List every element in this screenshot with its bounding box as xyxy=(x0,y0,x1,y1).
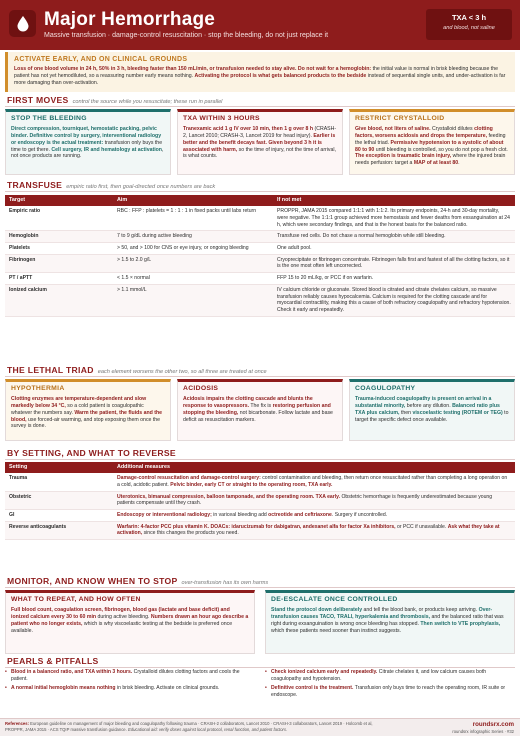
column-header: Setting xyxy=(5,462,113,473)
card-text: feeding the lethal triad. xyxy=(355,132,506,146)
table-cell: Transfuse red cells. Do not chase a normal hemoglobin while still bleeding. xyxy=(273,231,515,243)
card-bold: Clotting enzymes are temperature-dependent and slow markedly below 34 °C, xyxy=(11,395,147,409)
cell-bold: octreotide and ceftriaxone xyxy=(268,512,332,518)
column-header: Target xyxy=(5,195,113,206)
card-text: so a cold patient is coagulopathic whatever the numbers say. xyxy=(11,402,144,416)
cell-bold: Uterotonics, bimanual compression, balloon tamponade, and the operating room. TXA early. xyxy=(117,493,341,500)
card-text: . xyxy=(458,160,460,167)
card-text: to target the specific defect once available. xyxy=(355,409,509,423)
table-cell xyxy=(113,491,515,509)
list-item xyxy=(5,669,255,682)
transfuse-table xyxy=(5,195,515,317)
references-text: European guideline on management of major bleeding and coagulopathy following trauma · CRASH-2 collaborators, Lancet 2010 · CRASH-3 collaborators, Lancet 2019 · Holcomb et al, PROPPR, JAMA 2015 · ACS TQIP massive transfusion guidance. xyxy=(5,721,373,732)
activate-text-1: the initial value is normal in brisk bleeding because the patient has not yet hemodiluted, so a reassuring number early means nothing. xyxy=(14,66,499,80)
table-cell: Hemoglobin xyxy=(5,231,113,243)
table-row xyxy=(5,510,515,522)
pearls-left xyxy=(5,669,255,695)
cell-text: Obstetric hemorrhage is frequently underestimated because young patients compensate until they crash. xyxy=(117,493,493,507)
pearls-heading xyxy=(7,656,99,667)
card-bold: clotting factors, worsens acidosis and drops the temperature, xyxy=(355,125,493,139)
table-cell xyxy=(113,521,515,539)
monitor-title: MONITOR, AND KNOW WHEN TO STOP xyxy=(7,576,178,586)
divider xyxy=(5,667,515,668)
card-title: STOP THE BLEEDING xyxy=(11,115,87,122)
table-cell: PROPPR, JAMA 2015 compared 1:1:1 with 1:1:2. Its primary endpoints, 24-h and 30-day mortality, were negative. The 1:1:1 group achieved more hemostasis and fewer deaths from exsanguination at 24 h, which were secondary findings, and that is the honest basis for the balanced ratio. xyxy=(273,206,515,231)
setting-title: BY SETTING, AND WHAT TO REVERSE xyxy=(7,448,176,458)
stop-bleeding-card xyxy=(5,109,171,175)
crystalloid-card xyxy=(349,109,515,175)
table-cell: RBC : FFP : platelets = 1 : 1 : 1 in fixed packs until labs return xyxy=(113,206,273,231)
card-title: DE-ESCALATE ONCE CONTROLLED xyxy=(271,596,398,603)
card-bold: Direct compression, tourniquet, hemostatic packing, pelvic binder. Definitive control by surgery, interventional radiology or endoscopy is the actual treatment: xyxy=(11,125,162,146)
card-text: where the injured brain needs perfusion: target a xyxy=(355,153,506,167)
table-cell: One adult pool. xyxy=(273,243,515,255)
activate-bold-2: Activating the protocol is what gets balanced products to the bedside xyxy=(194,73,367,80)
pearl-bold: Definitive control is the treatment. xyxy=(271,685,354,692)
cell-bold: Warfarin: 4-factor PCC plus vitamin K. DOACs: idarucizumab for dabigatran, andexanet alfa for factor Xa inhibitors, xyxy=(117,523,396,530)
card-title: TXA WITHIN 3 HOURS xyxy=(183,115,260,122)
table-cell: Reverse anticoagulants xyxy=(5,521,113,539)
cell-text: since this changes the products you need. xyxy=(142,530,239,537)
card-text: Crystalloid dilutes xyxy=(430,125,475,132)
divider xyxy=(5,587,515,588)
table-cell: IV calcium chloride or gluconate. Stored blood is citrated and citrate chelates calcium, so massive transfusion reliably causes hypocalcemia. Calcium is required for the clotting cascade and for myocardial contractility, making this a cause of both refractory coagulopathy and refractory hypotension. Check it early and repeatedly. xyxy=(273,284,515,316)
table-cell: > 1.1 mmol/L xyxy=(113,284,273,316)
table-cell: Trauma xyxy=(5,473,113,491)
table-cell: PT / aPTT xyxy=(5,273,113,285)
card-bold: Cell surgery, IR and hematology at activation xyxy=(51,146,162,153)
pearls-list xyxy=(5,669,515,715)
card-body xyxy=(355,396,509,423)
card-bold: Trauma-induced coagulopathy is present on arrival in a substantial minority, xyxy=(355,395,492,409)
card-body xyxy=(183,396,337,423)
card-text: which these patients need sooner than instinct suggests. xyxy=(271,627,402,634)
activate-text-2: instead of sequential single units, and under-activation is far more damaging than over-activation. xyxy=(14,73,506,86)
divider xyxy=(5,106,515,107)
table-cell: > 1.5 to 2.0 g/L xyxy=(113,254,273,272)
card-body xyxy=(11,126,165,160)
card-text: not bicarbonate. Follow lactate and base deficit as resuscitation markers. xyxy=(183,409,333,423)
transfuse-note: empiric ratio first, then goal-directed once numbers are back xyxy=(66,184,216,190)
triad-title: THE LETHAL TRIAD xyxy=(7,365,94,375)
table-cell: GI xyxy=(5,510,113,522)
card-text: until bleeding is controlled, so you do not pop a fresh clot. xyxy=(374,146,508,153)
cell-text: in variceal bleeding add xyxy=(211,512,269,518)
triad-heading xyxy=(7,365,267,376)
table-header-row xyxy=(5,462,515,473)
card-text: use forced-air warming, and stop exposing them once the survey is done. xyxy=(11,416,161,430)
card-text: and the balanced ratio that was right during exsanguination is wrong once bleeding has stopped. xyxy=(271,613,504,627)
activate-callout xyxy=(5,52,515,92)
divider xyxy=(5,376,515,377)
badge-line1: TXA < 3 h xyxy=(451,13,487,22)
card-bold: Full blood count, coagulation screen, fibrinogen, blood gas (lactate and base deficit) and ionized calcium every 30 to 60 min xyxy=(11,606,230,620)
card-bold: Stand the protocol down deliberately xyxy=(271,606,363,613)
table-cell: < 1.5 × normal xyxy=(113,273,273,285)
blood-drop-icon xyxy=(9,10,36,37)
list-item xyxy=(265,685,515,698)
card-text: during active bleeding. xyxy=(96,613,151,620)
card-bold: Acidosis impairs the clotting cascade and blunts the response to vasopressors. xyxy=(183,395,313,409)
card-title: COAGULOPATHY xyxy=(355,385,416,392)
cell-text: . Surgery if uncontrolled. xyxy=(331,512,388,518)
card-text: then xyxy=(399,409,413,416)
table-row xyxy=(5,206,515,231)
coagulopathy-card xyxy=(349,379,515,441)
first-moves-title: FIRST MOVES xyxy=(7,95,69,105)
badge-line2: and blood, not saline xyxy=(443,24,495,31)
cell-bold: Pelvic binder, early CT or straight to the operating room, TXA early. xyxy=(170,481,333,488)
footer xyxy=(0,718,520,736)
list-item xyxy=(265,669,515,682)
brand xyxy=(452,721,514,735)
cell-bold: Damage-control resuscitation and damage-control surgery: xyxy=(117,475,261,482)
table-header-row xyxy=(5,195,515,206)
table-cell: FFP 15 to 20 mL/kg, or PCC if on warfarin. xyxy=(273,273,515,285)
pearls-right xyxy=(265,669,515,702)
table-row xyxy=(5,473,515,491)
table-cell: > 50, and > 100 for CNS or eye injury, or ongoing bleeding xyxy=(113,243,273,255)
setting-table xyxy=(5,462,515,540)
table-cell: Fibrinogen xyxy=(5,254,113,272)
pearl-text: in brisk bleeding. Activate on clinical grounds. xyxy=(115,685,220,692)
deescalate-card xyxy=(265,590,515,654)
setting-heading xyxy=(7,448,176,459)
list-item xyxy=(5,685,255,692)
txa-card xyxy=(177,109,343,175)
table-row xyxy=(5,254,515,272)
monitor-note: over-transfusion has its own harms xyxy=(181,580,269,586)
card-bold: restoring perfusion and stopping the bleeding, xyxy=(183,402,331,416)
page-title: Major Hemorrhage xyxy=(44,9,216,30)
activate-bold-1: Loss of one blood volume in 24 h, 50% in 3 h, bleeding faster than 150 mL/min, or transfusion needed to stay alive. Do not wait for a hemoglobin: xyxy=(14,66,372,73)
card-bold: Earlier is better and the benefit decays fast. Given beyond 3 h it is associated with harm, xyxy=(183,132,336,153)
table-cell xyxy=(113,510,515,522)
card-body xyxy=(183,126,337,160)
table-row xyxy=(5,231,515,243)
pearl-bold: A normal initial hemoglobin means nothing xyxy=(11,685,116,692)
card-title: ACIDOSIS xyxy=(183,385,219,392)
brand-url[interactable]: roundsrx.com xyxy=(472,721,514,728)
card-bold: Balanced ratio plus TXA plus calcium, xyxy=(355,402,500,416)
card-bold: viscoelastic testing (ROTEM or TEG) xyxy=(412,409,503,416)
card-text: and tell the blood bank, or products keep arriving. xyxy=(362,606,479,613)
pearls-title: PEARLS & PITFALLS xyxy=(7,656,99,666)
pearl-text: Transfusion only buys time to reach the operating room, IR suite or endoscope. xyxy=(271,685,506,699)
card-body xyxy=(271,607,509,634)
transfuse-title: TRANSFUSE xyxy=(7,180,63,190)
card-text: before any dilution. xyxy=(405,402,453,409)
table-row xyxy=(5,273,515,285)
card-bold: Give blood, not liters of saline. xyxy=(355,125,431,132)
acidosis-card xyxy=(177,379,343,441)
divider xyxy=(5,459,515,460)
card-text: so the time of injury, not the time of arrival, is what counts. xyxy=(183,146,336,160)
table-cell: Platelets xyxy=(5,243,113,255)
triad-note: each element worsens the other two, so all three are treated at once xyxy=(97,369,267,375)
first-moves-heading xyxy=(7,95,222,106)
references-label: References: xyxy=(5,721,29,726)
pearl-bold: Blood in a balanced ratio, and TXA within 3 hours. xyxy=(11,669,133,675)
first-moves-note: control the source while you resuscitate; these run in parallel xyxy=(72,99,223,105)
divider xyxy=(5,191,515,192)
activate-heading: ACTIVATE EARLY, AND ON CLINICAL GROUNDS xyxy=(14,56,188,63)
card-body xyxy=(11,396,165,430)
series-label: roundsrx infographic Series · #32 xyxy=(452,729,514,735)
column-header: If not met xyxy=(273,195,515,206)
cell-bold: Endoscopy or interventional radiology; xyxy=(117,512,212,518)
card-bold: Permissive hypotension to a systolic of about 80 to 90 xyxy=(355,139,504,153)
card-bold: Warm the patient, the fluids and the blood, xyxy=(11,409,163,423)
card-title: WHAT TO REPEAT, AND HOW OFTEN xyxy=(11,596,141,603)
repeat-card xyxy=(5,590,255,654)
cell-bold: Ask what they take at activation, xyxy=(117,523,500,537)
card-text: (CRASH-2, Lancet 2010; CRASH-3, Lancet 2019 for head injury). xyxy=(183,125,337,139)
page-subtitle: Massive transfusion · damage-control resuscitation · stop the bleeding, do not just replace it xyxy=(44,32,329,39)
card-text: which is why viscoelastic testing at the bedside is preferred once available. xyxy=(11,620,233,634)
pearl-text: Citrate chelates it, and low calcium causes both coagulopathy and hypotension. xyxy=(271,669,487,682)
table-row xyxy=(5,491,515,509)
table-cell: Obstetric xyxy=(5,491,113,509)
card-text: , not once products are running. xyxy=(11,146,164,160)
table-cell xyxy=(113,473,515,491)
column-header: Additional measures xyxy=(113,462,515,473)
card-bold: Tranexamic acid 1 g IV over 10 min, then 1 g over 8 h xyxy=(183,125,314,132)
transfuse-heading xyxy=(7,180,215,191)
table-cell: 7 to 9 g/dL during active bleeding xyxy=(113,231,273,243)
card-title: HYPOTHERMIA xyxy=(11,385,65,392)
cell-text: control contamination and bleeding, then return once resuscitated rather than completing a long operation on a cold, acidotic patient. xyxy=(117,475,508,488)
references xyxy=(5,721,385,732)
card-text: transfusion only buys the time to get there. xyxy=(11,139,163,153)
card-bold: The exception is traumatic brain injury, xyxy=(355,153,452,160)
pearl-text: Crystalloid dilutes clotting factors and cools the patient. xyxy=(11,669,240,682)
monitor-heading xyxy=(7,576,268,587)
table-cell: Ionized calcium xyxy=(5,284,113,316)
table-row xyxy=(5,521,515,539)
card-body xyxy=(355,126,509,167)
table-cell: Cryoprecipitate or fibrinogen concentrate. Fibrinogen falls first and fastest of all the clotting factors, so it is the one most often left uncorrected. xyxy=(273,254,515,272)
card-bold: Numbers drawn an hour ago describe a patient who no longer exists, xyxy=(11,613,249,627)
table-row xyxy=(5,243,515,255)
card-text: The fix is xyxy=(249,402,273,409)
cell-text: or PCC if unavailable. xyxy=(395,523,448,530)
table-row xyxy=(5,284,515,316)
card-bold: MAP of at least 80 xyxy=(413,160,459,167)
table-cell: Empiric ratio xyxy=(5,206,113,231)
pearl-bold: Check ionized calcium early and repeatedly. xyxy=(271,669,378,675)
card-body xyxy=(11,607,249,634)
column-header: Aim xyxy=(113,195,273,206)
header-banner xyxy=(0,0,520,50)
card-bold: Over-transfusion causes TACO, TRALI, hyperkalemia and thrombosis, xyxy=(271,606,493,620)
card-bold: Then switch to VTE prophylaxis, xyxy=(420,620,501,627)
disclaimer: Educational aid: verify doses against local protocol, renal function, and patient factors. xyxy=(127,726,288,732)
card-title: RESTRICT CRYSTALLOID xyxy=(355,115,445,122)
activate-text xyxy=(14,66,509,87)
txa-badge xyxy=(426,9,512,40)
hypothermia-card xyxy=(5,379,171,441)
